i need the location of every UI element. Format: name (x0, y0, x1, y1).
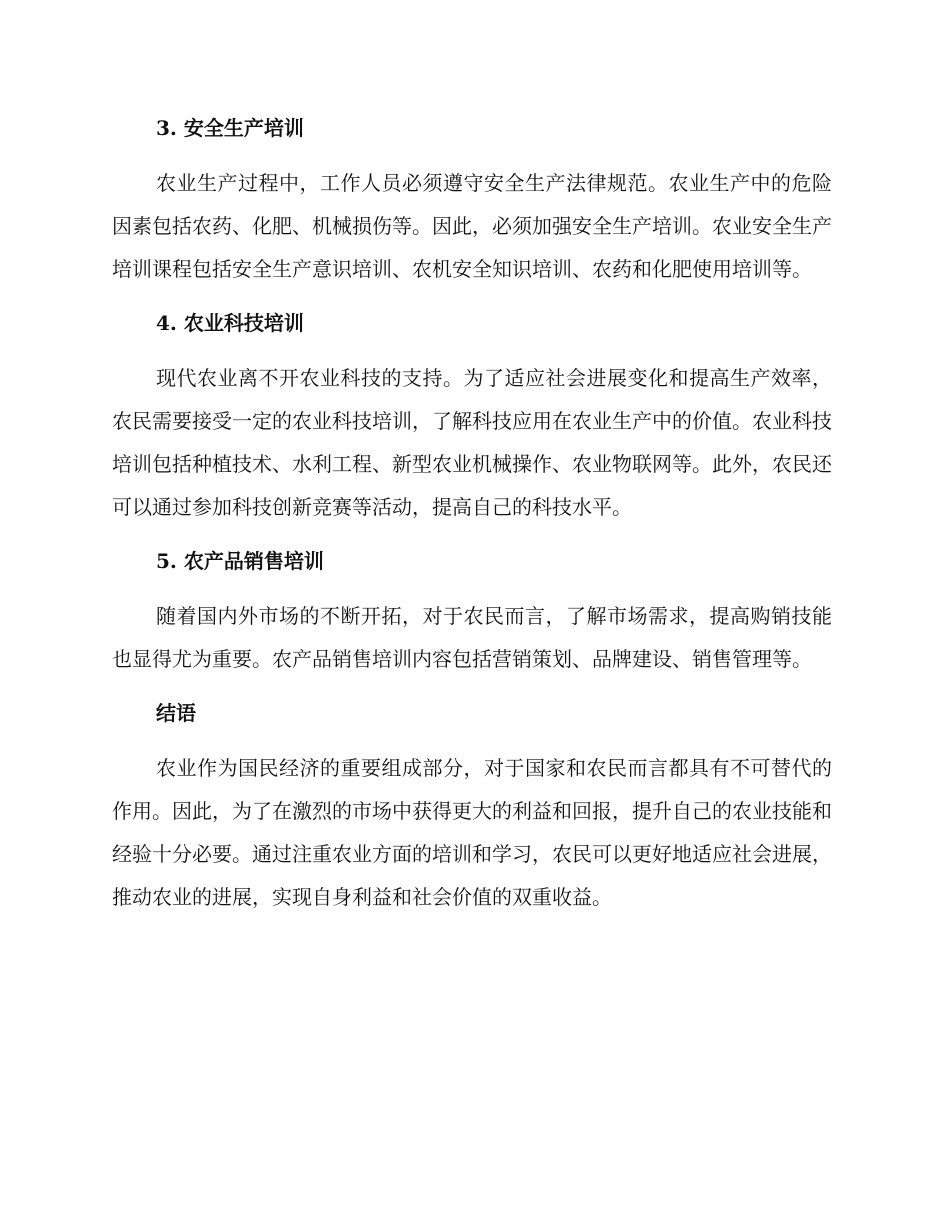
section-heading: 3. 安全生产培训 (156, 116, 304, 140)
section-paragraph: 现代农业离不开农业科技的支持。为了适应社会进展变化和提高生产效率，农民需要接受一定的农业科技培训，了解科技应用在农业生产中的价值。农业科技培训包括种植技术、水利工程、新型农业机械操作、农业物联网等。此外，农民还可以通过参加科技创新竞赛等活动，提高自己的科技水平。 (112, 366, 832, 519)
section-heading: 5. 农产品销售培训 (156, 549, 324, 573)
section-conclusion (112, 693, 832, 919)
section-paragraph: 农业作为国民经济的重要组成部分，对于国家和农民而言都具有不可替代的作用。因此，为了在激烈的市场中获得更大的利益和回报，提升自己的农业技能和经验十分必要。通过注重农业方面的培训和学习，农民可以更好地适应社会进展，推动农业的进展，实现自身利益和社会价值的双重收益。 (112, 756, 832, 909)
document-page (112, 108, 832, 931)
section-heading: 4. 农业科技培训 (156, 311, 304, 335)
section-sales-training (112, 541, 832, 681)
section-tech-training (112, 303, 832, 529)
section-paragraph: 农业生产过程中，工作人员必须遵守安全生产法律规范。农业生产中的危险因素包括农药、化肥、机械损伤等。因此，必须加强安全生产培训。农业安全生产培训课程包括安全生产意识培训、农机安全知识培训、农药和化肥使用培训等。 (112, 171, 832, 281)
section-safety-training (112, 108, 832, 291)
section-heading: 结语 (156, 701, 196, 725)
section-paragraph: 随着国内外市场的不断开拓，对于农民而言，了解市场需求，提高购销技能也显得尤为重要。农产品销售培训内容包括营销策划、品牌建设、销售管理等。 (112, 604, 832, 671)
